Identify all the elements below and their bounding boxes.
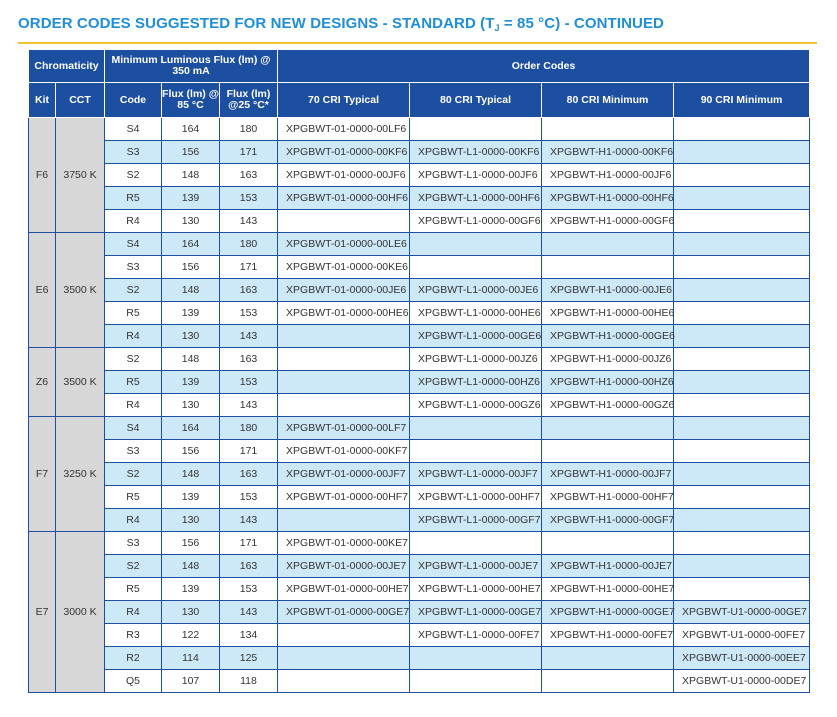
cri70-code-cell xyxy=(278,670,410,693)
cri80-minimum-code-cell: XPGBWT-H1-0000-00HE7 xyxy=(542,578,674,601)
table-row xyxy=(29,187,810,210)
cri90-minimum-code-cell xyxy=(674,118,810,141)
header-cri70-typical: 70 CRI Typical xyxy=(278,83,410,118)
cri90-minimum-code-cell: XPGBWT-U1-0000-00FE7 xyxy=(674,624,810,647)
cri80-typical-code-cell: XPGBWT-L1-0000-00KF6 xyxy=(410,141,542,164)
flux-25-cell: 180 xyxy=(220,118,278,141)
table-row xyxy=(29,463,810,486)
cri70-code-cell: XPGBWT-01-0000-00HE6 xyxy=(278,302,410,325)
flux-25-cell: 153 xyxy=(220,371,278,394)
cri80-minimum-code-cell: XPGBWT-H1-0000-00JE7 xyxy=(542,555,674,578)
cri80-typical-code-cell: XPGBWT-L1-0000-00HZ6 xyxy=(410,371,542,394)
table-row xyxy=(29,647,810,670)
code-cell: S3 xyxy=(105,141,162,164)
table-row xyxy=(29,164,810,187)
cri70-code-cell: XPGBWT-01-0000-00HF7 xyxy=(278,486,410,509)
cri80-typical-code-cell: XPGBWT-L1-0000-00GF7 xyxy=(410,509,542,532)
cri80-minimum-code-cell: XPGBWT-H1-0000-00JF7 xyxy=(542,463,674,486)
cri80-minimum-code-cell: XPGBWT-H1-0000-00GZ6 xyxy=(542,394,674,417)
cri80-typical-code-cell xyxy=(410,440,542,463)
cri90-minimum-code-cell xyxy=(674,463,810,486)
code-cell: R4 xyxy=(105,394,162,417)
flux-85-cell: 148 xyxy=(162,348,220,371)
table-body xyxy=(29,118,810,693)
code-cell: S3 xyxy=(105,440,162,463)
cri80-typical-code-cell xyxy=(410,532,542,555)
title-text: ORDER CODES SUGGESTED FOR NEW DESIGNS - STANDARD (T xyxy=(18,15,495,32)
flux-25-cell: 153 xyxy=(220,302,278,325)
flux-85-cell: 130 xyxy=(162,210,220,233)
flux-85-cell: 164 xyxy=(162,233,220,256)
cri70-code-cell: XPGBWT-01-0000-00LF7 xyxy=(278,417,410,440)
header-code: Code xyxy=(105,83,162,118)
code-cell: R4 xyxy=(105,325,162,348)
cri80-minimum-code-cell: XPGBWT-H1-0000-00HE6 xyxy=(542,302,674,325)
code-cell: R4 xyxy=(105,601,162,624)
table-row xyxy=(29,210,810,233)
code-cell: S4 xyxy=(105,417,162,440)
cri80-typical-code-cell: XPGBWT-L1-0000-00GZ6 xyxy=(410,394,542,417)
cct-cell: 3250 K xyxy=(56,417,105,532)
cri70-code-cell: XPGBWT-01-0000-00LF6 xyxy=(278,118,410,141)
table-row xyxy=(29,141,810,164)
cri70-code-cell xyxy=(278,394,410,417)
cri90-minimum-code-cell: XPGBWT-U1-0000-00DE7 xyxy=(674,670,810,693)
cri90-minimum-code-cell xyxy=(674,578,810,601)
cct-cell: 3750 K xyxy=(56,118,105,233)
code-cell: S2 xyxy=(105,279,162,302)
cri80-typical-code-cell: XPGBWT-L1-0000-00HF7 xyxy=(410,486,542,509)
table-row xyxy=(29,348,810,371)
cri80-typical-code-cell xyxy=(410,118,542,141)
table-row xyxy=(29,509,810,532)
code-cell: R5 xyxy=(105,371,162,394)
cri80-typical-code-cell xyxy=(410,417,542,440)
cri70-code-cell: XPGBWT-01-0000-00JE7 xyxy=(278,555,410,578)
cri90-minimum-code-cell xyxy=(674,325,810,348)
flux-85-cell: 148 xyxy=(162,555,220,578)
flux-85-cell: 130 xyxy=(162,394,220,417)
flux-25-cell: 143 xyxy=(220,210,278,233)
cri80-minimum-code-cell xyxy=(542,256,674,279)
cri80-minimum-code-cell: XPGBWT-H1-0000-00JF6 xyxy=(542,164,674,187)
cri80-minimum-code-cell: XPGBWT-H1-0000-00JE6 xyxy=(542,279,674,302)
cri90-minimum-code-cell xyxy=(674,486,810,509)
cri70-code-cell xyxy=(278,348,410,371)
cct-cell: 3500 K xyxy=(56,233,105,348)
header-order-codes: Order Codes xyxy=(278,50,810,83)
cri80-typical-code-cell xyxy=(410,647,542,670)
cri90-minimum-code-cell xyxy=(674,233,810,256)
cri80-minimum-code-cell xyxy=(542,440,674,463)
cri80-typical-code-cell: XPGBWT-L1-0000-00JF7 xyxy=(410,463,542,486)
flux-85-cell: 156 xyxy=(162,256,220,279)
cri80-minimum-code-cell: XPGBWT-H1-0000-00GE6 xyxy=(542,325,674,348)
table-row xyxy=(29,256,810,279)
flux-25-cell: 153 xyxy=(220,486,278,509)
header-flux-85: Flux (lm) @ 85 °C xyxy=(162,83,220,118)
table-row xyxy=(29,417,810,440)
flux-85-cell: 139 xyxy=(162,486,220,509)
flux-25-cell: 163 xyxy=(220,279,278,302)
flux-25-cell: 171 xyxy=(220,440,278,463)
flux-25-cell: 171 xyxy=(220,256,278,279)
code-cell: R2 xyxy=(105,647,162,670)
table-row xyxy=(29,555,810,578)
cri90-minimum-code-cell xyxy=(674,417,810,440)
order-codes-table xyxy=(28,49,810,693)
flux-85-cell: 114 xyxy=(162,647,220,670)
flux-25-cell: 118 xyxy=(220,670,278,693)
code-cell: R5 xyxy=(105,578,162,601)
cri90-minimum-code-cell xyxy=(674,394,810,417)
cri80-minimum-code-cell: XPGBWT-H1-0000-00GF6 xyxy=(542,210,674,233)
flux-85-cell: 139 xyxy=(162,187,220,210)
header-cct: CCT xyxy=(56,83,105,118)
flux-85-cell: 164 xyxy=(162,118,220,141)
flux-25-cell: 143 xyxy=(220,601,278,624)
cri80-minimum-code-cell xyxy=(542,532,674,555)
code-cell: S2 xyxy=(105,348,162,371)
cri90-minimum-code-cell xyxy=(674,348,810,371)
cri80-minimum-code-cell xyxy=(542,670,674,693)
code-cell: R5 xyxy=(105,302,162,325)
cri80-minimum-code-cell: XPGBWT-H1-0000-00GF7 xyxy=(542,509,674,532)
cri90-minimum-code-cell xyxy=(674,302,810,325)
cri90-minimum-code-cell xyxy=(674,371,810,394)
flux-85-cell: 130 xyxy=(162,601,220,624)
cri80-minimum-code-cell: XPGBWT-H1-0000-00GE7 xyxy=(542,601,674,624)
cri70-code-cell xyxy=(278,325,410,348)
flux-25-cell: 180 xyxy=(220,233,278,256)
cri90-minimum-code-cell xyxy=(674,555,810,578)
cri90-minimum-code-cell xyxy=(674,210,810,233)
table-row xyxy=(29,118,810,141)
kit-cell: E6 xyxy=(29,233,56,348)
cri70-code-cell: XPGBWT-01-0000-00KE6 xyxy=(278,256,410,279)
table-row xyxy=(29,325,810,348)
cri90-minimum-code-cell xyxy=(674,509,810,532)
flux-25-cell: 143 xyxy=(220,394,278,417)
kit-cell: F7 xyxy=(29,417,56,532)
table-row xyxy=(29,279,810,302)
code-cell: S2 xyxy=(105,555,162,578)
cri70-code-cell: XPGBWT-01-0000-00LE6 xyxy=(278,233,410,256)
table-row xyxy=(29,601,810,624)
flux-85-cell: 139 xyxy=(162,578,220,601)
cri70-code-cell: XPGBWT-01-0000-00JE6 xyxy=(278,279,410,302)
cri80-minimum-code-cell: XPGBWT-H1-0000-00HF7 xyxy=(542,486,674,509)
header-cri80-minimum: 80 CRI Minimum xyxy=(542,83,674,118)
header-cri80-typical: 80 CRI Typical xyxy=(410,83,542,118)
cri90-minimum-code-cell: XPGBWT-U1-0000-00EE7 xyxy=(674,647,810,670)
cri70-code-cell: XPGBWT-01-0000-00HF6 xyxy=(278,187,410,210)
flux-25-cell: 134 xyxy=(220,624,278,647)
flux-85-cell: 130 xyxy=(162,509,220,532)
table-row xyxy=(29,233,810,256)
cri80-minimum-code-cell xyxy=(542,233,674,256)
table-row xyxy=(29,394,810,417)
cri90-minimum-code-cell xyxy=(674,256,810,279)
flux-25-cell: 163 xyxy=(220,164,278,187)
page-title xyxy=(18,15,664,33)
cri80-typical-code-cell: XPGBWT-L1-0000-00HE7 xyxy=(410,578,542,601)
cri80-typical-code-cell: XPGBWT-L1-0000-00JE6 xyxy=(410,279,542,302)
title-divider xyxy=(18,42,817,44)
cri80-typical-code-cell: XPGBWT-L1-0000-00JE7 xyxy=(410,555,542,578)
cri70-code-cell: XPGBWT-01-0000-00KF7 xyxy=(278,440,410,463)
header-row-bottom xyxy=(29,83,810,118)
cri90-minimum-code-cell xyxy=(674,532,810,555)
cri70-code-cell: XPGBWT-01-0000-00HE7 xyxy=(278,578,410,601)
cri80-minimum-code-cell xyxy=(542,417,674,440)
flux-85-cell: 107 xyxy=(162,670,220,693)
flux-25-cell: 163 xyxy=(220,463,278,486)
cri80-minimum-code-cell: XPGBWT-H1-0000-00HZ6 xyxy=(542,371,674,394)
flux-25-cell: 125 xyxy=(220,647,278,670)
cri80-minimum-code-cell: XPGBWT-H1-0000-00HF6 xyxy=(542,187,674,210)
code-cell: S2 xyxy=(105,164,162,187)
cri80-typical-code-cell: XPGBWT-L1-0000-00GE7 xyxy=(410,601,542,624)
cri70-code-cell xyxy=(278,509,410,532)
flux-85-cell: 148 xyxy=(162,164,220,187)
cri80-minimum-code-cell: XPGBWT-H1-0000-00KF6 xyxy=(542,141,674,164)
flux-25-cell: 163 xyxy=(220,348,278,371)
cri70-code-cell xyxy=(278,647,410,670)
flux-85-cell: 156 xyxy=(162,532,220,555)
title-subscript: J xyxy=(494,23,500,33)
flux-25-cell: 171 xyxy=(220,532,278,555)
cri80-typical-code-cell: XPGBWT-L1-0000-00HF6 xyxy=(410,187,542,210)
cri70-code-cell xyxy=(278,624,410,647)
table-row xyxy=(29,486,810,509)
cri90-minimum-code-cell: XPGBWT-U1-0000-00GE7 xyxy=(674,601,810,624)
flux-25-cell: 143 xyxy=(220,325,278,348)
kit-cell: Z6 xyxy=(29,348,56,417)
table-row xyxy=(29,302,810,325)
code-cell: R5 xyxy=(105,187,162,210)
cri70-code-cell: XPGBWT-01-0000-00JF7 xyxy=(278,463,410,486)
cri80-typical-code-cell: XPGBWT-L1-0000-00HE6 xyxy=(410,302,542,325)
cri70-code-cell xyxy=(278,371,410,394)
cri70-code-cell xyxy=(278,210,410,233)
code-cell: S4 xyxy=(105,233,162,256)
flux-85-cell: 139 xyxy=(162,302,220,325)
cri70-code-cell: XPGBWT-01-0000-00JF6 xyxy=(278,164,410,187)
flux-25-cell: 171 xyxy=(220,141,278,164)
cri90-minimum-code-cell xyxy=(674,279,810,302)
flux-25-cell: 153 xyxy=(220,187,278,210)
cri80-typical-code-cell: XPGBWT-L1-0000-00FE7 xyxy=(410,624,542,647)
cri70-code-cell: XPGBWT-01-0000-00KE7 xyxy=(278,532,410,555)
code-cell: Q5 xyxy=(105,670,162,693)
cri80-typical-code-cell: XPGBWT-L1-0000-00JZ6 xyxy=(410,348,542,371)
cri90-minimum-code-cell xyxy=(674,187,810,210)
kit-cell: F6 xyxy=(29,118,56,233)
cri80-minimum-code-cell: XPGBWT-H1-0000-00FE7 xyxy=(542,624,674,647)
flux-25-cell: 153 xyxy=(220,578,278,601)
cri80-minimum-code-cell xyxy=(542,647,674,670)
flux-85-cell: 148 xyxy=(162,279,220,302)
flux-85-cell: 156 xyxy=(162,141,220,164)
flux-85-cell: 139 xyxy=(162,371,220,394)
flux-25-cell: 180 xyxy=(220,417,278,440)
code-cell: S2 xyxy=(105,463,162,486)
cri80-minimum-code-cell xyxy=(542,118,674,141)
code-cell: R3 xyxy=(105,624,162,647)
header-cri90-minimum: 90 CRI Minimum xyxy=(674,83,810,118)
header-chromaticity: Chromaticity xyxy=(29,50,105,83)
flux-85-cell: 148 xyxy=(162,463,220,486)
cri80-minimum-code-cell: XPGBWT-H1-0000-00JZ6 xyxy=(542,348,674,371)
flux-25-cell: 143 xyxy=(220,509,278,532)
cri70-code-cell: XPGBWT-01-0000-00GE7 xyxy=(278,601,410,624)
flux-85-cell: 122 xyxy=(162,624,220,647)
header-row-top xyxy=(29,50,810,83)
cri70-code-cell: XPGBWT-01-0000-00KF6 xyxy=(278,141,410,164)
cri80-typical-code-cell: XPGBWT-L1-0000-00GE6 xyxy=(410,325,542,348)
table-row xyxy=(29,578,810,601)
table-row xyxy=(29,670,810,693)
code-cell: R5 xyxy=(105,486,162,509)
cct-cell: 3500 K xyxy=(56,348,105,417)
cri80-typical-code-cell: XPGBWT-L1-0000-00GF6 xyxy=(410,210,542,233)
cri90-minimum-code-cell xyxy=(674,141,810,164)
table-row xyxy=(29,532,810,555)
code-cell: S3 xyxy=(105,256,162,279)
flux-85-cell: 164 xyxy=(162,417,220,440)
header-flux-25: Flux (lm) @25 °C* xyxy=(220,83,278,118)
title-suffix: = 85 °C) - CONTINUED xyxy=(499,15,664,32)
cri90-minimum-code-cell xyxy=(674,164,810,187)
cri80-typical-code-cell: XPGBWT-L1-0000-00JF6 xyxy=(410,164,542,187)
table-row xyxy=(29,440,810,463)
code-cell: R4 xyxy=(105,509,162,532)
code-cell: S3 xyxy=(105,532,162,555)
flux-25-cell: 163 xyxy=(220,555,278,578)
header-kit: Kit xyxy=(29,83,56,118)
header-min-flux: Minimum Luminous Flux (lm) @ 350 mA xyxy=(105,50,278,83)
table-row xyxy=(29,624,810,647)
cri80-typical-code-cell xyxy=(410,233,542,256)
code-cell: R4 xyxy=(105,210,162,233)
cri80-typical-code-cell xyxy=(410,256,542,279)
kit-cell: E7 xyxy=(29,532,56,693)
flux-85-cell: 130 xyxy=(162,325,220,348)
cri80-typical-code-cell xyxy=(410,670,542,693)
table-row xyxy=(29,371,810,394)
flux-85-cell: 156 xyxy=(162,440,220,463)
cri90-minimum-code-cell xyxy=(674,440,810,463)
cct-cell: 3000 K xyxy=(56,532,105,693)
code-cell: S4 xyxy=(105,118,162,141)
